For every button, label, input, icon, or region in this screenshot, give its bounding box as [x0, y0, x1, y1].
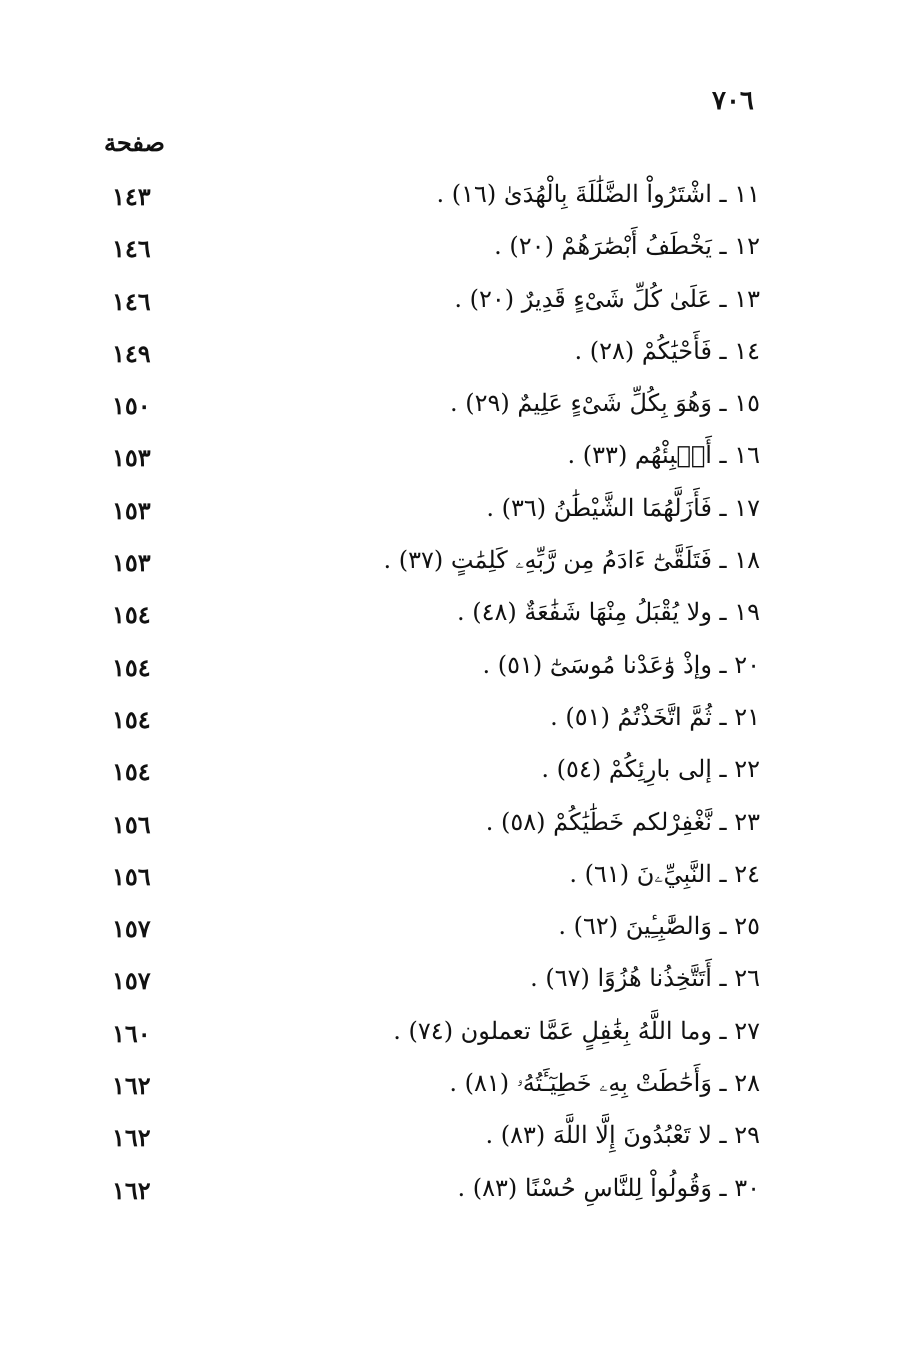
- entry-page-number: ١٥٧: [112, 914, 151, 944]
- list-item: [0, 588, 910, 640]
- entry-text: ٢٦ ـ أَتَتَّخِذُنا هُزُوًا (٦٧) .: [530, 964, 760, 993]
- entry-page-number: ١٥٦: [112, 861, 151, 891]
- entry-text: ٢٧ ـ وما اللَّهُ بِغَٰفِلٍ عَمَّا تعملون (٧٤) .: [393, 1016, 760, 1045]
- page-column-header: صفحة: [104, 128, 165, 157]
- list-item: [0, 798, 910, 850]
- entry-page-number: ١٥٣: [112, 548, 151, 578]
- entry-text: ١٨ ـ فَتَلَقَّىٰٓ ءَادَمُ مِن رَّبِّهِۦ كَلِمَٰتٍ (٣٧) .: [383, 546, 760, 575]
- list-item: [0, 431, 910, 483]
- entry-text: ٢٤ ـ النَّبِيِّۦنَ (٦١) .: [569, 859, 760, 888]
- entry-page-number: ١٦٢: [112, 1123, 151, 1153]
- entry-page-number: ١٥٧: [112, 966, 151, 996]
- entry-page-number: ١٥٤: [112, 652, 151, 682]
- entry-text: ٢٠ ـ وإذْ وَٰعَدْنا مُوسَىٰٓ (٥١) .: [482, 650, 760, 679]
- entry-page-number: ١٥٤: [112, 600, 151, 630]
- page-number: ٧٠٦: [712, 86, 754, 116]
- entry-text: ٢٩ ـ لا تَعْبُدُونَ إِلَّا اللَّهَ (٨٣) .: [485, 1121, 760, 1150]
- entry-text: ١١ ـ اشْتَرُواْ الضَّلَٰلَةَ بِالْهُدَىٰ (١٦) .: [436, 180, 760, 208]
- entry-text: ١٤ ـ فَأَحْيَٰكُمْ (٢٨) .: [574, 336, 760, 365]
- entry-text: ٢٥ ـ وَالصَّٰبِـِٔينَ (٦٢) .: [558, 912, 760, 941]
- entry-page-number: ١٥٠: [112, 391, 151, 421]
- entry-page-number: ١٤٣: [112, 182, 151, 211]
- list-item: [0, 745, 910, 797]
- entry-page-number: ١٥٣: [112, 495, 151, 525]
- entry-text: ٣٠ ـ وَقُولُواْ لِلنَّاسِ حُسْنًا (٨٣) .: [457, 1173, 760, 1202]
- entries-list: [0, 170, 910, 1216]
- entry-text: ٢٨ ـ وَأَحَٰطَتْ بِهِۦ خَطِيٓـَٔتُهُۥ (٨١) .: [449, 1069, 760, 1098]
- list-item: [0, 954, 910, 1006]
- entry-page-number: ١٦٠: [112, 1018, 151, 1048]
- entry-page-number: ١٥٤: [112, 704, 151, 734]
- list-item: [0, 1164, 910, 1216]
- list-item: [0, 536, 910, 588]
- entry-text: ١٧ ـ فَأَزَلَّهُمَا الشَّيْطَٰنُ (٣٦) .: [486, 493, 760, 522]
- list-item: [0, 327, 910, 379]
- entry-text: ١٢ ـ يَخْطَفُ أَبْصَٰرَهُمْ (٢٠) .: [494, 232, 760, 261]
- list-item: [0, 902, 910, 954]
- entry-text: ١٥ ـ وَهُوَ بِكُلِّ شَىْءٍ عَلِيمٌ (٢٩) .: [450, 389, 760, 418]
- list-item: [0, 1111, 910, 1163]
- entry-text: ١٦ ـ أَنۢبِئْهُم (٣٣) .: [567, 441, 760, 470]
- entry-text: ٢٣ ـ نَّغْفِرْلكم خَطَٰيَٰكُمْ (٥٨) .: [485, 807, 760, 836]
- entry-page-number: ١٥٤: [112, 757, 151, 787]
- entry-page-number: ١٤٩: [112, 338, 151, 368]
- entry-page-number: ١٦٢: [112, 1175, 151, 1205]
- list-item: [0, 641, 910, 693]
- list-item: [0, 484, 910, 536]
- list-item: [0, 275, 910, 327]
- entry-page-number: ١٤٦: [112, 286, 151, 316]
- list-item: [0, 1059, 910, 1111]
- entry-page-number: ١٥٣: [112, 443, 151, 473]
- list-item: [0, 693, 910, 745]
- list-item: [0, 1007, 910, 1059]
- entry-text: ١٩ ـ ولا يُقْبَلُ مِنْهَا شَفَٰعَةٌ (٤٨) .: [456, 598, 760, 627]
- entry-page-number: ١٦٢: [112, 1071, 151, 1101]
- entry-page-number: ١٥٦: [112, 809, 151, 839]
- list-item: [0, 379, 910, 431]
- list-item: [0, 850, 910, 902]
- list-item: [0, 170, 910, 222]
- entry-text: ١٣ ـ عَلَىٰ كُلِّ شَىْءٍ قَدِيرٌ (٢٠) .: [454, 284, 760, 313]
- entry-text: ٢١ ـ ثُمَّ اتَّخَذْتُمُ (٥١) .: [550, 702, 760, 731]
- entry-text: ٢٢ ـ إلى بارِئِكُمْ (٥٤) .: [541, 755, 760, 784]
- entry-page-number: ١٤٦: [112, 234, 151, 264]
- list-item: [0, 222, 910, 274]
